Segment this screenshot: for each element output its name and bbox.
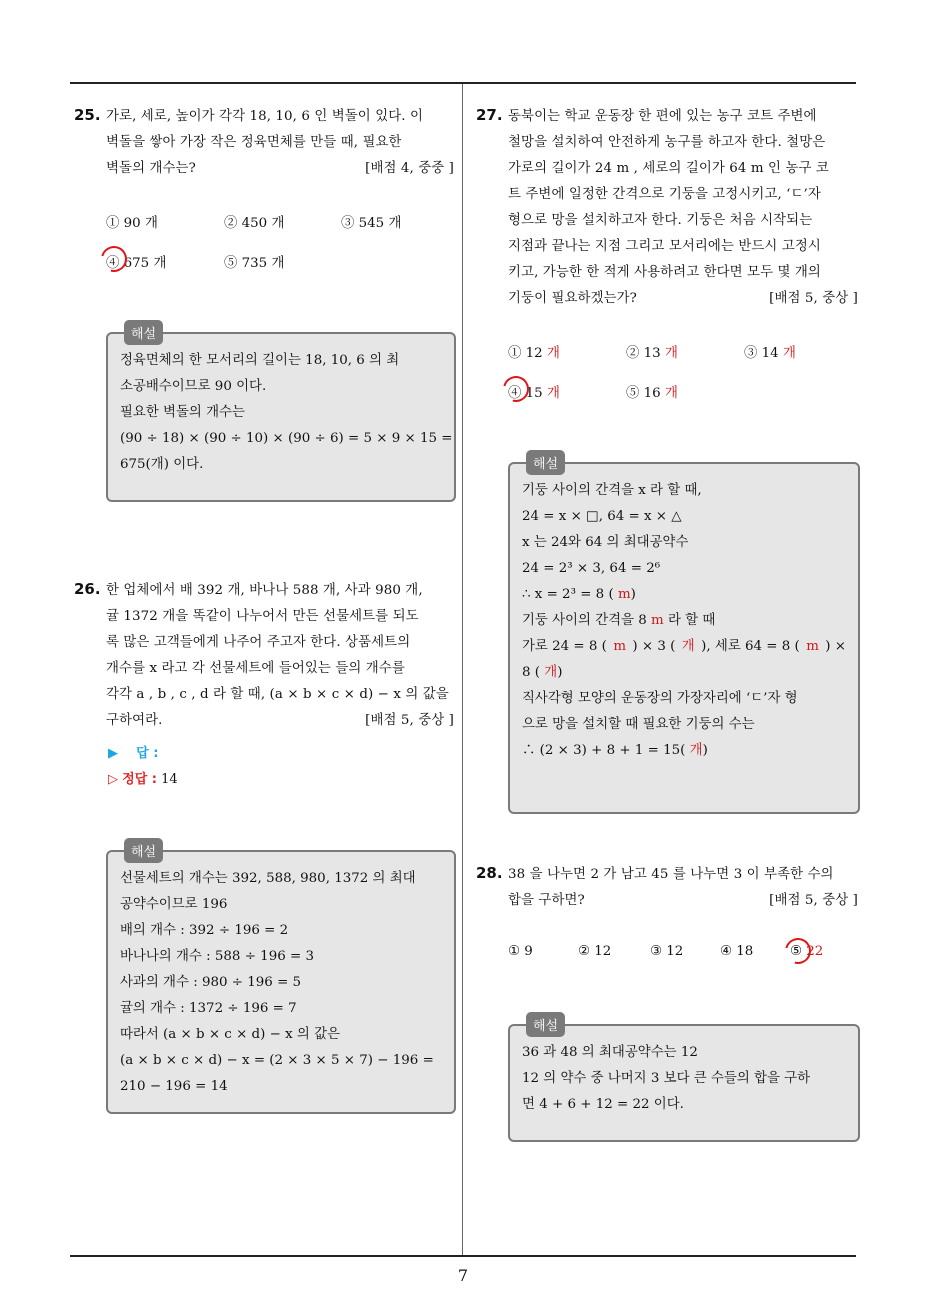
answer-label: 답 : bbox=[136, 746, 159, 761]
solution-line: ∴ (2 × 3) + 8 + 1 = 15( 개) bbox=[522, 743, 708, 758]
solution-line: 필요한 벽돌의 개수는 bbox=[120, 405, 245, 420]
correct-answer-row bbox=[108, 768, 178, 787]
question-line-text: 구하여라. bbox=[106, 713, 163, 728]
question-28 bbox=[476, 862, 858, 1152]
choice-2[interactable]: ② 450 개 bbox=[224, 216, 285, 231]
solution-line: 사과의 개수 : 980 ÷ 196 = 5 bbox=[120, 975, 302, 990]
solution-line: 24 = x × □, 64 = x × △ bbox=[522, 509, 682, 524]
solution-line: (90 ÷ 18) × (90 ÷ 10) × (90 ÷ 6) = 5 × 9 × 15 = bbox=[120, 431, 453, 446]
question-line: 키고, 가능한 한 적게 사용하려고 한다면 모두 몇 개의 bbox=[508, 265, 821, 280]
solution-line: 으로 망을 설치할 때 필요한 기둥의 수는 bbox=[522, 717, 755, 732]
choice-5[interactable]: ⑤ 16 개 bbox=[626, 386, 678, 401]
choice-2[interactable]: ② 13 개 bbox=[626, 346, 678, 361]
answer-row bbox=[108, 742, 158, 761]
solution-tab: 해설 bbox=[124, 320, 163, 345]
choices bbox=[106, 212, 454, 282]
choice-1[interactable]: ① 12 개 bbox=[508, 346, 560, 361]
solution-line: 8 ( 개) bbox=[522, 665, 563, 680]
score-label: [배점 5, 중상 ] bbox=[769, 291, 858, 306]
choice-2[interactable]: ② 12 bbox=[578, 944, 612, 959]
question-line bbox=[508, 286, 858, 312]
choice-5[interactable]: ⑤ 22 bbox=[790, 944, 824, 959]
solution-tab: 해설 bbox=[526, 450, 565, 475]
question-number: 26. bbox=[74, 580, 101, 598]
question-line: 벽돌을 쌓아 가장 작은 정육면체를 만들 때, 필요한 bbox=[106, 135, 402, 150]
solution-line: 24 = 2³ × 3, 64 = 2⁶ bbox=[522, 561, 661, 576]
choice-3[interactable]: ③ 12 bbox=[650, 944, 684, 959]
solution-box bbox=[508, 457, 860, 814]
question-line: 형으로 망을 설치하고자 한다. 기둥은 처음 시작되는 bbox=[508, 213, 813, 228]
question-number: 25. bbox=[74, 106, 101, 124]
solution-body bbox=[522, 478, 846, 764]
question-line: 가로의 길이가 24 m , 세로의 길이가 64 m 인 농구 코 bbox=[508, 161, 829, 176]
correct-label: 정답 : bbox=[122, 772, 157, 787]
column-divider bbox=[462, 84, 463, 1256]
score-label: [배점 5, 중상 ] bbox=[365, 713, 454, 728]
top-rule bbox=[70, 82, 856, 84]
solution-tab: 해설 bbox=[124, 838, 163, 863]
score-label: [배점 4, 중중 ] bbox=[365, 161, 454, 176]
question-line: 동북이는 학교 운동장 한 편에 있는 농구 코트 주변에 bbox=[508, 109, 817, 124]
selected-answer-circle-icon bbox=[498, 371, 534, 407]
question-line-text: 벽돌의 개수는? bbox=[106, 161, 196, 176]
question-line-text: 합을 구하면? bbox=[508, 893, 585, 908]
solution-body bbox=[120, 348, 453, 478]
solution-body bbox=[120, 866, 442, 1100]
choice-4[interactable]: ④ 675 개 bbox=[106, 256, 167, 271]
solution-line: 가로 24 = 8 ( m ) × 3 ( 개 ), 세로 64 = 8 ( m ) × bbox=[522, 639, 846, 654]
question-text bbox=[508, 862, 858, 914]
solution-line: 공약수이므로 196 bbox=[120, 897, 228, 912]
solution-line: 선물세트의 개수는 392, 588, 980, 1372 의 최대 bbox=[120, 871, 416, 886]
question-line: 38 을 나누면 2 가 남고 45 를 나누면 3 이 부족한 수의 bbox=[508, 867, 834, 882]
correct-value: 14 bbox=[161, 772, 178, 787]
question-line bbox=[508, 888, 858, 914]
question-text bbox=[106, 578, 454, 734]
solution-line: 기둥 사이의 간격을 8 m 라 할 때 bbox=[522, 613, 716, 628]
question-line: 지점과 끝나는 지점 그리고 모서리에는 반드시 고정시 bbox=[508, 239, 821, 254]
solution-line: ∴ x = 2³ = 8 ( m) bbox=[522, 587, 636, 602]
question-line: 록 많은 고객들에게 나주어 주고자 한다. 상품세트의 bbox=[106, 635, 411, 650]
page-number: 7 bbox=[457, 1266, 469, 1285]
solution-line: 귤의 개수 : 1372 ÷ 196 = 7 bbox=[120, 1001, 297, 1016]
choice-3[interactable]: ③ 14 개 bbox=[744, 346, 796, 361]
question-line: 한 업체에서 배 392 개, 바나나 588 개, 사과 980 개, bbox=[106, 583, 423, 598]
solution-line: 정육면체의 한 모서리의 길이는 18, 10, 6 의 최 bbox=[120, 353, 400, 368]
solution-box bbox=[106, 327, 456, 502]
selected-answer-circle-icon bbox=[780, 933, 816, 969]
solution-line: 12 의 약수 중 나머지 3 보다 큰 수들의 합을 구하 bbox=[522, 1071, 811, 1086]
score-label: [배점 5, 중상 ] bbox=[769, 893, 858, 908]
question-line bbox=[106, 708, 454, 734]
solution-box bbox=[106, 845, 456, 1114]
choice-1[interactable]: ① 90 개 bbox=[106, 216, 158, 231]
choices bbox=[508, 342, 858, 412]
question-line bbox=[106, 156, 454, 182]
solution-line: 36 과 48 의 최대공약수는 12 bbox=[522, 1045, 698, 1060]
question-line-text: 기둥이 필요하겠는가? bbox=[508, 291, 637, 306]
question-line: 철망을 설치하여 안전하게 농구를 하고자 한다. 철망은 bbox=[508, 135, 826, 150]
solution-tab: 해설 bbox=[526, 1012, 565, 1037]
solution-line: 소공배수이므로 90 이다. bbox=[120, 379, 267, 394]
question-27 bbox=[476, 104, 858, 814]
question-line: 각각 a , b , c , d 라 할 때, (a × b × c × d) − x 의 값을 bbox=[106, 687, 449, 702]
question-line: 귤 1372 개을 똑같이 나누어서 만든 선물세트를 되도 bbox=[106, 609, 419, 624]
play-icon: ▶ bbox=[108, 746, 118, 761]
triangle-icon: ▷ bbox=[108, 772, 118, 787]
choice-4[interactable]: ④ 18 bbox=[720, 944, 754, 959]
solution-body bbox=[522, 1040, 846, 1118]
choices bbox=[508, 944, 858, 974]
bottom-rule bbox=[70, 1255, 856, 1257]
choice-5[interactable]: ⑤ 735 개 bbox=[224, 256, 285, 271]
question-text bbox=[106, 104, 454, 182]
question-25 bbox=[74, 104, 454, 504]
question-line: 개수를 x 라고 각 선물세트에 들어있는 들의 개수를 bbox=[106, 661, 405, 676]
solution-line: x 는 24와 64 의 최대공약수 bbox=[522, 535, 689, 550]
question-line: 트 주변에 일정한 간격으로 기둥을 고정시키고, ‘ㄷ’자 bbox=[508, 187, 821, 202]
solution-line: 직사각형 모양의 운동장의 가장자리에 ‘ㄷ’자 형 bbox=[522, 691, 798, 706]
choice-4[interactable]: ④ 15 개 bbox=[508, 386, 560, 401]
solution-line: 따라서 (a × b × c × d) − x 의 값은 bbox=[120, 1027, 340, 1042]
question-line: 가로, 세로, 높이가 각각 18, 10, 6 인 벽돌이 있다. 이 bbox=[106, 109, 424, 124]
solution-line: 기둥 사이의 간격을 x 라 할 때, bbox=[522, 483, 702, 498]
solution-box bbox=[508, 1019, 860, 1142]
choice-3[interactable]: ③ 545 개 bbox=[341, 216, 402, 231]
solution-line: 210 − 196 = 14 bbox=[120, 1079, 228, 1094]
solution-line: 배의 개수 : 392 ÷ 196 = 2 bbox=[120, 923, 289, 938]
solution-line: 면 4 + 6 + 12 = 22 이다. bbox=[522, 1097, 684, 1112]
question-number: 28. bbox=[476, 864, 503, 882]
choice-1[interactable]: ① 9 bbox=[508, 944, 533, 959]
solution-line: 675(개) 이다. bbox=[120, 457, 204, 472]
question-26 bbox=[74, 578, 454, 1118]
question-text bbox=[508, 104, 858, 312]
question-number: 27. bbox=[476, 106, 503, 124]
selected-answer-circle-icon bbox=[96, 241, 132, 277]
solution-line: 바나나의 개수 : 588 ÷ 196 = 3 bbox=[120, 949, 314, 964]
solution-line: (a × b × c × d) − x = (2 × 3 × 5 × 7) − 196 = bbox=[120, 1053, 434, 1068]
